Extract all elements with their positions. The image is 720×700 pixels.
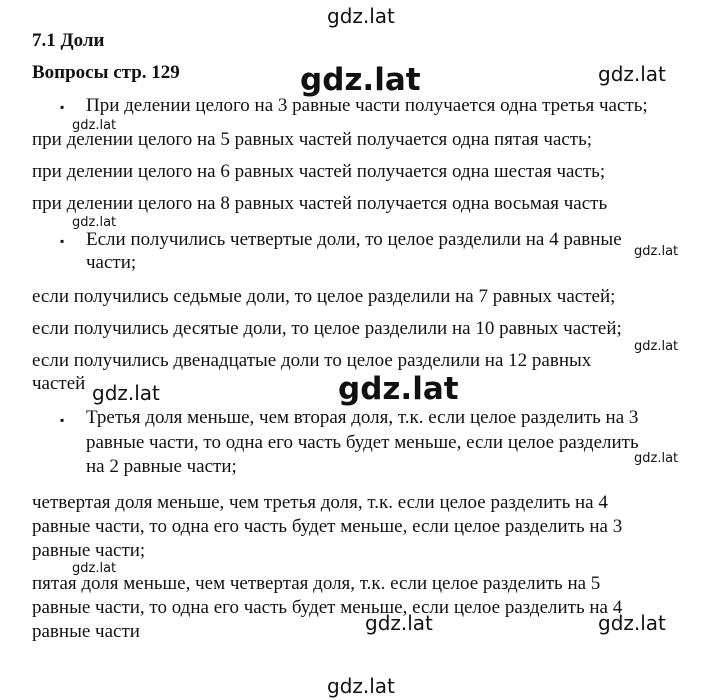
text-line: на 2 равные части; [86, 456, 237, 477]
text-line: равные части, то одна его часть будет меньше, если целое разделить на 3 [32, 516, 623, 537]
watermark: gdz.lat [634, 451, 679, 466]
watermark: gdz.lat [72, 561, 117, 576]
text-line: При делении целого на 3 равные части получается одна третья часть; [86, 95, 648, 116]
bullet-icon: ▪ [60, 413, 65, 427]
text-line: части; [86, 252, 137, 273]
text-line: частей [32, 373, 86, 394]
watermark: gdz.lat [92, 381, 160, 405]
watermark: gdz.lat [327, 674, 395, 698]
watermark: gdz.lat [365, 611, 433, 635]
text-line: пятая доля меньше, чем четвертая доля, т.к. если целое разделить на 5 [32, 573, 601, 594]
text-line: при делении целого на 8 равных частей получается одна восьмая часть [32, 193, 608, 214]
watermark: gdz.lat [300, 62, 421, 98]
watermark: gdz.lat [634, 244, 679, 259]
text-line: если получились седьмые доли, то целое разделили на 7 равных частей; [32, 286, 616, 307]
bullet-icon: ▪ [60, 234, 65, 248]
text-line: если получились двенадцатые доли то целое разделили на 12 равных [32, 350, 592, 371]
text-line: Если получились четвертые доли, то целое разделили на 4 равные [86, 229, 622, 250]
watermark: gdz.lat [598, 62, 666, 86]
bullet-icon: ▪ [60, 100, 65, 114]
text-line: при делении целого на 5 равных частей получается одна пятая часть; [32, 129, 593, 150]
watermark: gdz.lat [72, 118, 117, 133]
watermark: gdz.lat [598, 611, 666, 635]
watermark: gdz.lat [634, 339, 679, 354]
watermark: gdz.lat [338, 371, 459, 407]
text-line: если получились десятые доли, то целое разделили на 10 равных частей; [32, 318, 622, 339]
text-line: равные части; [32, 540, 146, 561]
text-line: Третья доля меньше, чем вторая доля, т.к. если целое разделить на 3 [86, 407, 639, 428]
text-line: при делении целого на 6 равных частей получается одна шестая часть; [32, 161, 606, 182]
watermark: gdz.lat [327, 4, 395, 28]
watermark: gdz.lat [72, 215, 117, 230]
section-title: 7.1 Доли [32, 30, 105, 51]
text-line: равные части, то одна его часть будет меньше, если целое разделить на 4 [32, 597, 623, 618]
text-line: равные части [32, 621, 140, 642]
text-line: равные части, то одна его часть будет меньше, если целое разделить [86, 432, 639, 453]
questions-heading: Вопросы стр. 129 [32, 62, 180, 83]
text-line: четвертая доля меньше, чем третья доля, т.к. если целое разделить на 4 [32, 492, 608, 513]
